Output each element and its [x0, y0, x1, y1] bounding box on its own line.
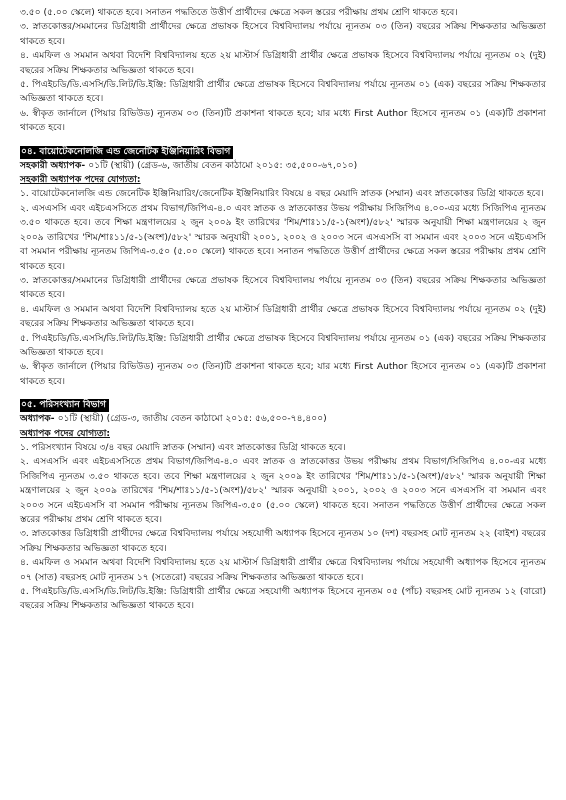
qualification-title	[20, 427, 546, 441]
qualification-title-text: অধ্যাপক পদের যোগ্যতা:	[20, 428, 110, 439]
list-item: ৪. এমফিল ও সমমান অথবা বিদেশি বিশ্ববিদ্যালয় হতে ২য় মাস্টার্স ডিগ্রিধারী প্রার্থীর ক্ষেত্রে প্রভাষক হিসেবে বিশ্ববিদ্যালয় পর্যায়ে ন্যূনতম ০২ (দুই) বছরের সক্রিয় শিক্ষকতার অভিজ্ঞতা থাকতে হবে।	[20, 304, 546, 330]
list-item: ৩. স্নাতকোত্তর/সমমানের ডিগ্রিধারী প্রার্থীদের ক্ষেত্রে প্রভাষক হিসেবে বিশ্ববিদ্যালয় পর্যায়ে ন্যূনতম ০৩ (তিন) বছরের সক্রিয় শিক্ষকতার অভিজ্ঞতা থাকতে হবে।	[20, 22, 546, 47]
list-item: ২. এসএসসি এবং এইচএসসিতে প্রথম বিভাগ/জিপিএ-৪.০ এবং স্নাতক ও স্নাতকোত্তর উভয় পরীক্ষায় প্রথম বিভাগ/সিজিপিএ ৪.০০-এর মধ্যে সিজিপিএ ন্যূনতম ৩.৫০ থাকতে হবে। তবে শিক্ষা মন্ত্রণালয়ের ২ জুন ২০০৯ ইং তারিখের 'শিম/শাঃ১১/৫-১(অংশ)/৫৮২' স্মারক অনুযায়ী শিক্ষা মন্ত্রণালয়ের ২ জুন ২০০৯ তারিখের 'শিম/শাঃ১১/৫-১(অংশ)/৫৮২' স্মারক অনুযায়ী ২০০১, ২০০২ ও ২০০৩ সনে এসএসসি বা সমমান এবং ২০০৩ সনে এইচএসসি বা সমমান পরীক্ষায় ন্যূনতম জিপিএ-৩.৫০ (৫.০০ স্কেলে) থাকতে হবে। সনাতন পদ্ধতিতে উত্তীর্ণ প্রার্থীদের ক্ষেত্রে সকল স্তরের পরীক্ষায় প্রথম শ্রেণি থাকতে হবে।	[20, 457, 546, 525]
list-item: ২. এসএসসি এবং এইচএসসিতে প্রথম বিভাগ/জিপিএ-৪.০ এবং স্নাতক ও স্নাতকোত্তর উভয় পরীক্ষায় সিজিপিএ ৪.০০-এর মধ্যে সিজিপিএ ন্যূনতম ৩.৫০ থাকতে হবে। তবে শিক্ষা মন্ত্রণালয়ের ২ জুন ২০০৯ ইং তারিখের 'শিম/শাঃ১১/৫-১(অংশ)/৫৮২' স্মারক অনুযায়ী শিক্ষা মন্ত্রণালয়ের ২ জুন ২০০৯ তারিখের 'শিম/শাঃ১১/৫-১(অংশ)/৫৮২' স্মারক অনুযায়ী ২০০১, ২০০২ ও ২০০৩ সনে এসএসসি বা সমমান এবং ২০০৩ সনে এইচএসসি বা সমমান পরীক্ষায় ন্যূনতম জিপিএ-৩.৫০ (৫.০০ স্কেলে) থাকতে হবে। সনাতন পদ্ধতিতে উত্তীর্ণ প্রার্থীদের ক্ষেত্রে সকল স্তরের পরীক্ষায় প্রথম শ্রেণি থাকতে হবে।	[20, 203, 546, 272]
post-detail: ০১টি (স্থায়ী) (গ্রেড-৬, জাতীয় বেতন কাঠামো ২০১৫: ৩৫,৫০০-৬৭,০১০)	[88, 160, 358, 171]
document-page	[20, 6, 546, 614]
post-title: সহকারী অধ্যাপক-	[20, 160, 89, 171]
list-item: ১. বায়োটেকনোলজি এন্ড জেনেটিক ইঞ্জিনিয়ারিং/জেনেটিক ইঞ্জিনিয়ারিং বিষয়ে ৪ বছর মেয়াদি স্নাতক (সম্মান) এবং স্নাতকোত্তর ডিগ্রি থাকতে হবে।	[20, 189, 544, 200]
qualification-title-text: সহকারী অধ্যাপক পদের যোগ্যতা:	[20, 175, 141, 186]
section-heading: ০৪. বায়োটেকনোলজি এন্ড জেনেটিক ইঞ্জিনিয়ারিং বিভাগ	[20, 146, 233, 159]
list-item: ৩. স্নাতকোত্তর ডিগ্রিধারী প্রার্থীদের ক্ষেত্রে বিশ্ববিদ্যালয় পর্যায়ে সহযোগী অধ্যাপক হিসেবে ন্যূনতম ১০ (দশ) বছরসহ মোট ন্যূনতম ২২ (বাইশ) বছরের সক্রিয় শিক্ষকতার অভিজ্ঞতা থাকতে হবে।	[20, 529, 546, 554]
list-item: ৬. স্বীকৃত জার্নালে (পিয়ার রিভিউড) ন্যূনতম ০৩ (তিন)টি প্রকাশনা থাকতে হবে; যার মধ্যে First Author হিসেবে ন্যূনতম ০১ (এক)টি প্রকাশনা থাকতে হবে।	[20, 108, 546, 134]
list-item: ৪. এমফিল ও সমমান অথবা বিদেশি বিশ্ববিদ্যালয় হতে ২য় মাস্টার্স ডিগ্রিধারী প্রার্থীর ক্ষেত্রে প্রভাষক হিসেবে বিশ্ববিদ্যালয় পর্যায়ে ন্যূনতম ০২ (দুই) বছরের সক্রিয় শিক্ষকতার অভিজ্ঞতা থাকতে হবে।	[20, 51, 546, 76]
post-detail: ০১টি (স্থায়ী) (গ্রেড-৩, জাতীয় বেতন কাঠামো ২০১৫: ৫৬,৫০০-৭৪,৪০০)	[57, 414, 327, 425]
list-item: ৩.৫০ (৫.০০ স্কেলে) থাকতে হবে। সনাতন পদ্ধতিতে উত্তীর্ণ প্রার্থীদের ক্ষেত্রে সকল স্তরের পরীক্ষায় প্রথম শ্রেণি থাকতে হবে।	[20, 8, 458, 18]
list-item: ৫. পিএইচডি/ডি.এসসি/ডি.লিট/ডি.ইঞ্জি: ডিগ্রিধারী প্রার্থীর ক্ষেত্রে প্রভাষক হিসেবে বিশ্ববিদ্যালয় পর্যায়ে ন্যূনতম ০১ (এক) বছরের সক্রিয় শিক্ষকতার অভিজ্ঞতা থাকতে হবে।	[20, 333, 546, 358]
list-item: ৬. স্বীকৃত জার্নালে (পিয়ার রিভিউড) ন্যূনতম ০৩ (তিন)টি প্রকাশনা থাকতে হবে; যার মধ্যে First Author হিসেবে ন্যূনতম ০১ (এক)টি প্রকাশনা থাকতে হবে।	[20, 362, 546, 387]
post-line	[20, 412, 546, 426]
list-item: ৫. পিএইচডি/ডি.এসসি/ডি.লিট/ডি.ইঞ্জি: ডিগ্রিধারী প্রার্থীর ক্ষেত্রে প্রভাষক হিসেবে বিশ্ববিদ্যালয় পর্যায়ে ন্যূনতম ০১ (এক) বছরের সক্রিয় শিক্ষকতার অভিজ্ঞতা থাকতে হবে।	[20, 80, 546, 105]
intro-block	[20, 6, 546, 136]
list-item: ৩. স্নাতকোত্তর/সমমানের ডিগ্রিধারী প্রার্থীদের ক্ষেত্রে প্রভাষক হিসেবে বিশ্ববিদ্যালয় পর্যায়ে ন্যূনতম ০৩ (তিন) বছরের সক্রিয় শিক্ষকতার অভিজ্ঞতা থাকতে হবে।	[20, 275, 546, 301]
section-heading: ০৫. পরিসংখ্যান বিভাগ	[20, 399, 109, 412]
qualification-title	[20, 173, 546, 187]
list-item: ৫. পিএইচডি/ডি.এসসি/ডি.লিট/ডি.ইঞ্জি: ডিগ্রিধারী প্রার্থীর ক্ষেত্রে সহযোগী অধ্যাপক হিসেবে ন্যূনতম ০৫ (পাঁচ) বছরসহ মোট ন্যূনতম ১২ (বারো) বছরের সক্রিয় শিক্ষকতার অভিজ্ঞতা থাকতে হবে।	[20, 587, 546, 612]
section-biotech	[20, 136, 546, 390]
list-item: ১. পরিসংখ্যান বিষয়ে ৩/৪ বছর মেয়াদি স্নাতক (সম্মান) এবং স্নাতকোত্তর ডিগ্রি থাকতে হবে।	[20, 442, 346, 453]
post-line	[20, 159, 546, 173]
post-title: অধ্যাপক-	[20, 414, 58, 425]
list-item: ৪. এমফিল ও সমমান অথবা বিদেশি বিশ্ববিদ্যালয় হতে ২য় মাস্টার্স ডিগ্রিধারী প্রার্থীর ক্ষেত্রে বিশ্ববিদ্যালয় পর্যায়ে সহযোগী অধ্যাপক হিসেবে ন্যূনতম ০৭ (সাত) বছরসহ মোট ন্যূনতম ১৭ (সতেরো) বছরের সক্রিয় শিক্ষকতার অভিজ্ঞতা থাকতে হবে।	[20, 558, 546, 583]
section-statistics	[20, 389, 546, 614]
